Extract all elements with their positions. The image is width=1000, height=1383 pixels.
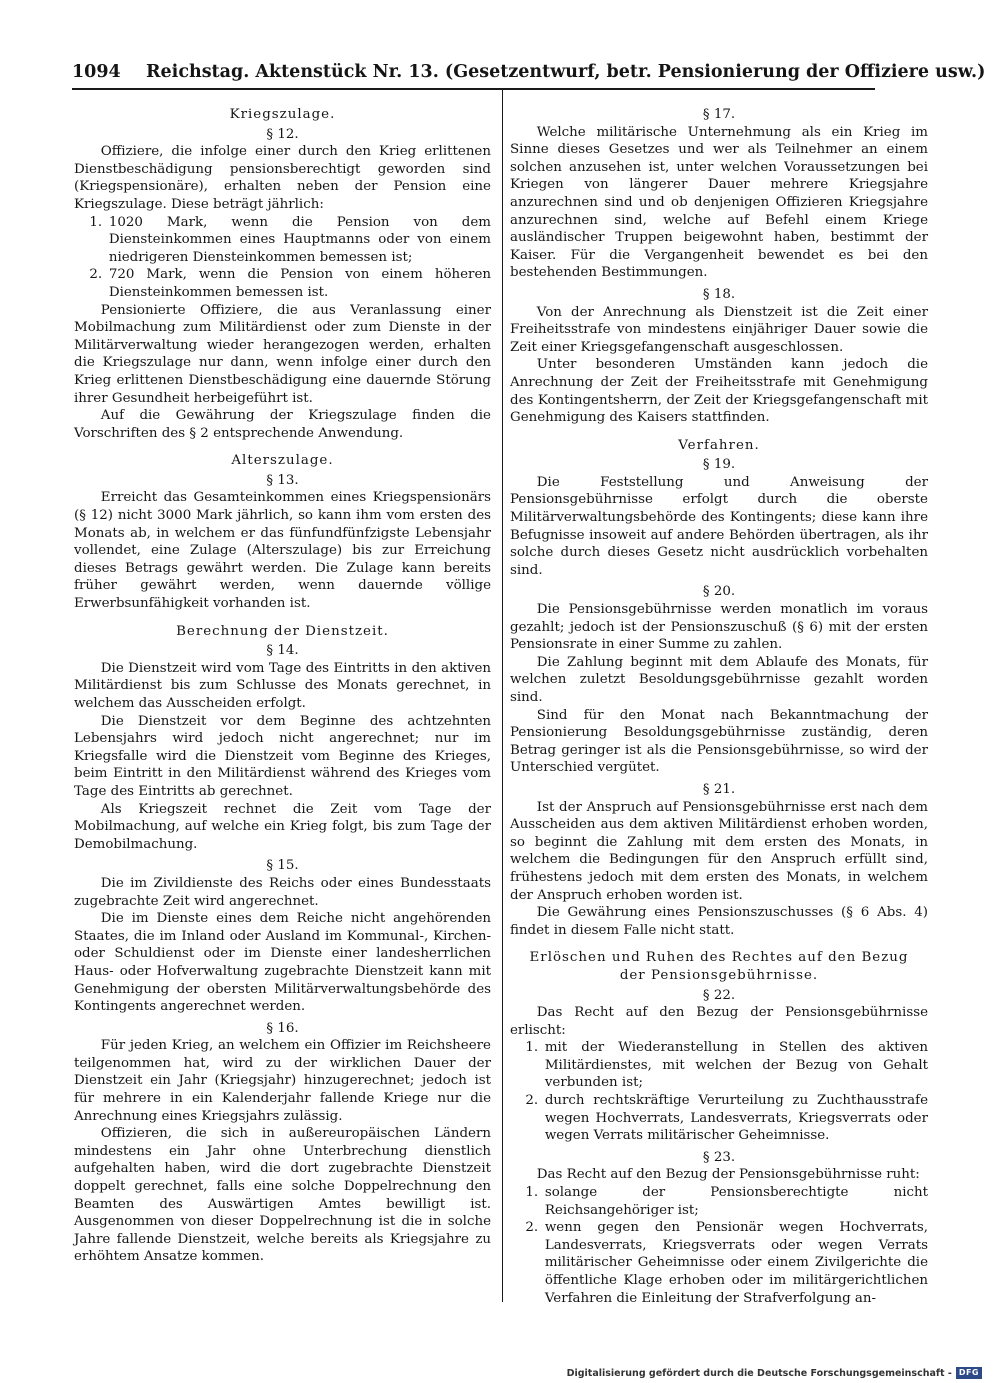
section-19: § 19. [702,457,736,473]
page-number: 1094 [72,62,121,82]
credit-text: Digitalisierung gefördert durch die Deutsche Forschungsgemeinschaft - [566,1367,952,1379]
paragraph: Das Recht auf den Bezug der Pensionsgebührnisse erlischt: [510,1005,928,1038]
dfg-logo: DFG [956,1367,982,1379]
paragraph: Offizieren, die sich in außereuropäischen Ländern mindestens ein Jahr ohne Unterbrechung dienstlich aufgehalten haben, wird die dort zugebrachte Dienstzeit doppelt gerechnet, falls eine solche Doppelrechnung den Beamten des Auswärtigen Amtes bewilligt ist. Ausgenommen von dieser Doppelrechnung ist die in solche Jahre fallende Dienstzeit, welche bereits als Kriegsjahre zu erhöhtem Ansatze kommen. [74,1126,491,1265]
paragraph: Ist der Anspruch auf Pensionsgebührnisse erst nach dem Ausscheiden aus dem aktiven Militärdienst erhoben worden, so beginnt die Zahlung mit dem ersten des Monats, in welchem die Bedingungen für den Anspruch erfüllt sind, frühestens jedoch mit dem ersten des Monats, in welchem der Anspruch erhoben worden ist. [510,799,928,903]
heading-alterszulage: Alterszulage. [231,453,334,469]
digitization-credit [567,1366,982,1380]
paragraph: Die Zahlung beginnt mit dem Ablaufe des Monats, für welchen zuletzt Besoldungsgebührnisse gezahlt worden sind. [510,654,928,705]
paragraph: Auf die Gewährung der Kriegszulage finden die Vorschriften des § 2 entsprechende Anwendung. [74,408,491,441]
paragraph: Unter besonderen Umständen kann jedoch die Anrechnung der Zeit der Freiheitsstrafe mit Genehmigung des Kontingentsherrn, der Zeit der Kriegsgefangenschaft mit Genehmigung des Kaisers stattfinden. [510,357,928,426]
list-item [74,266,491,301]
section-16: § 16. [266,1020,299,1036]
list-number: 1. [525,1040,539,1056]
list-number: 2. [525,1093,539,1109]
paragraph: Die im Dienste eines dem Reiche nicht angehörenden Staates, die im Inland oder Ausland im Kommunal-, Kirchen- oder Schuldienst oder im Dienste einer landesherrlichen Haus- oder Hofverwaltung zugebrachte Dienstzeit kann mit Genehmigung der obersten Militärverwaltungsbehörde des Kontingents angerechnet werden. [74,911,491,1015]
paragraph: Die Feststellung und Anweisung der Pensionsgebührnisse erfolgt durch die oberste Militärverwaltungsbehörde des Kontingents; diese kann ihre Befugnisse insoweit auf andere Behörden übertragen, als ihr solche durch dieses Gesetz nicht ausdrücklich vorbehalten sind. [510,474,928,578]
paragraph: Die Gewährung eines Pensionszuschusses (§ 6 Abs. 4) findet in diesem Falle nicht statt. [510,905,928,938]
paragraph: Welche militärische Unternehmung als ein Krieg im Sinne dieses Gesetzes und wer als Teilnehmer an einem solchen anzusehen ist, unter welchen Voraussetzungen bei Kriegen von längerer Dauer mehrere Kriegsjahre anzurechnen sind und ob denjenigen Offizieren Kriegsjahre anzurechnen sind, welche auf Befehl einem Kriege ausländischer Truppen beigewohnt haben, bestimmt der Kaiser. Für die Vergangenheit bewendet es bei den bestehenden Bestimmungen. [510,124,928,281]
list-number: 2. [525,1220,539,1236]
list-number: 2. [89,267,103,283]
paragraph: Die Dienstzeit wird vom Tage des Eintritts in den aktiven Militärdienst bis zum Schlusse des Monats gerechnet, in welchem das Ausscheiden erfolgt. [74,660,491,711]
heading-kriegszulage: Kriegszulage. [229,107,336,122]
list-item [510,1219,928,1307]
running-title: Reichstag. Aktenstück Nr. 13. (Gesetzentwurf, betr. Pensionierung der Offiziere usw.) [146,62,986,82]
section-13: § 13. [266,472,299,488]
list-text: solange der Pensionsberechtigte nicht Reichsangehöriger ist; [544,1185,928,1218]
paragraph: Pensionierte Offiziere, die aus Veranlassung einer Mobilmachung zum Militärdienst oder zum Dienste in der Militärverwaltung wieder herangezogen werden, erhalten die Kriegszulage nur dann, wenn infolge einer durch den Krieg erlittenen Dienstbeschädigung eine dauernde Störung ihrer Gesundheit herbeigeführt ist. [74,302,491,406]
paragraph: Sind für den Monat nach Bekanntmachung der Pensionierung Besoldungsgebührnisse zuständig, deren Betrag geringer ist als die Pensionsgebührnisse, so wird der Unterschied vergütet. [510,707,928,776]
section-17: § 17. [702,107,736,122]
paragraph: Offiziere, die infolge einer durch den Krieg erlittenen Dienstbeschädigung pensionsberechtigt geworden sind (Kriegspensionäre), erhalten neben der Pension eine Kriegszulage. Diese beträgt jährlich: [74,144,491,212]
section-21: § 21. [702,781,736,797]
list-item [510,1092,928,1145]
section-15: § 15. [266,858,299,874]
right-column [510,106,928,1307]
list-text: wenn gegen den Pensionär wegen Hochverrats, Landesverrats, Kriegsverrats oder wegen Verrats militärischer Geheimnisse oder einem Zivilgerichte die öffentliche Klage erhoben oder im militärgerichtlichen Verfahren die Einleitung der Strafverfolgung an- [544,1220,928,1306]
section-18: § 18. [702,286,736,302]
column-divider [502,90,503,1302]
section-14: § 14. [266,643,299,659]
left-column [74,106,491,1266]
heading-berechnung-dienstzeit: Berechnung der Dienstzeit. [176,623,389,639]
page-header [72,58,986,88]
list-text: 1020 Mark, wenn die Pension von dem Diensteinkommen eines Hauptmanns oder von einem niedrigeren Diensteinkommen bemessen ist; [108,214,491,265]
list-text: durch rechtskräftige Verurteilung zu Zuchthausstrafe wegen Hochverrats, Landesverrats, Kriegsverrats oder wegen Verrats militärischer Geheimnisse. [544,1093,928,1144]
section-22: § 22. [702,987,736,1003]
list-item [510,1184,928,1219]
section-23: § 23. [702,1149,736,1165]
section-12: § 12. [266,126,299,142]
paragraph: Von der Anrechnung als Dienstzeit ist die Zeit einer Freiheitsstrafe von mindestens einjähriger Dauer sowie die Zeit einer Kriegsgefangenschaft ausgeschlossen. [510,304,928,355]
heading-erloeschen-line-1: Erlöschen und Ruhen des Rechtes auf den Bezug [529,950,909,966]
heading-erloeschen-line-2: der Pensionsgebührnisse. [619,967,819,983]
paragraph: Die im Zivildienste des Reichs oder eines Bundesstaats zugebrachte Zeit wird angerechnet. [74,875,491,909]
header-rule [72,88,875,90]
paragraph: Als Kriegszeit rechnet die Zeit vom Tage der Mobilmachung, auf welche ein Krieg folgt, bis zum Tage der Demobilmachung. [74,801,491,852]
paragraph: Für jeden Krieg, an welchem ein Offizier im Reichsheere teilgenommen hat, wird zu der wirklichen Dauer der Dienstzeit ein Jahr (Kriegsjahr) hinzugerechnet; jedoch ist für mehrere in ein Kalenderjahr fallende Kriege nur die Anrechnung eines Kriegsjahrs zulässig. [74,1038,491,1124]
list-number: 1. [525,1185,539,1201]
list-item [510,1039,928,1092]
list-text: 720 Mark, wenn die Pension von einem höheren Diensteinkommen bemessen ist. [108,267,491,300]
section-20: § 20. [702,584,736,600]
paragraph: Die Dienstzeit vor dem Beginne des achtzehnten Lebensjahrs wird jedoch nicht angerechnet; nur im Kriegsfalle wird die Dienstzeit vom Beginne des Krieges, beim Eintritt in den Militärdienst während des Krieges vom Tage des Eintritts ab gerechnet. [74,713,491,799]
list-item [74,214,491,267]
list-number: 1. [89,214,103,230]
heading-verfahren: Verfahren. [678,437,760,453]
list-text: mit der Wiederanstellung in Stellen des aktiven Militärdienstes, mit welchen der Bezug von Gehalt verbunden ist; [544,1040,928,1091]
paragraph: Die Pensionsgebührnisse werden monatlich im voraus gezahlt; jedoch ist der Pensionszuschuß (§ 6) mit der ersten Pensionsrate in einer Summe zu zahlen. [510,602,928,653]
paragraph: Das Recht auf den Bezug der Pensionsgebührnisse ruht: [536,1167,920,1183]
paragraph: Erreicht das Gesamteinkommen eines Kriegspensionärs (§ 12) nicht 3000 Mark jährlich, so kann ihm vom ersten des Monats ab, in welchem er das fünfundfünfzigste Lebensjahr vollendet, eine Zulage (Alterszulage) bis zur Erreichung dieses Betrags gewährt werden. Die Zulage kann bereits früher gewährt werden, wenn dauernde völlige Erwerbsunfähigkeit vorhanden ist. [74,490,491,612]
